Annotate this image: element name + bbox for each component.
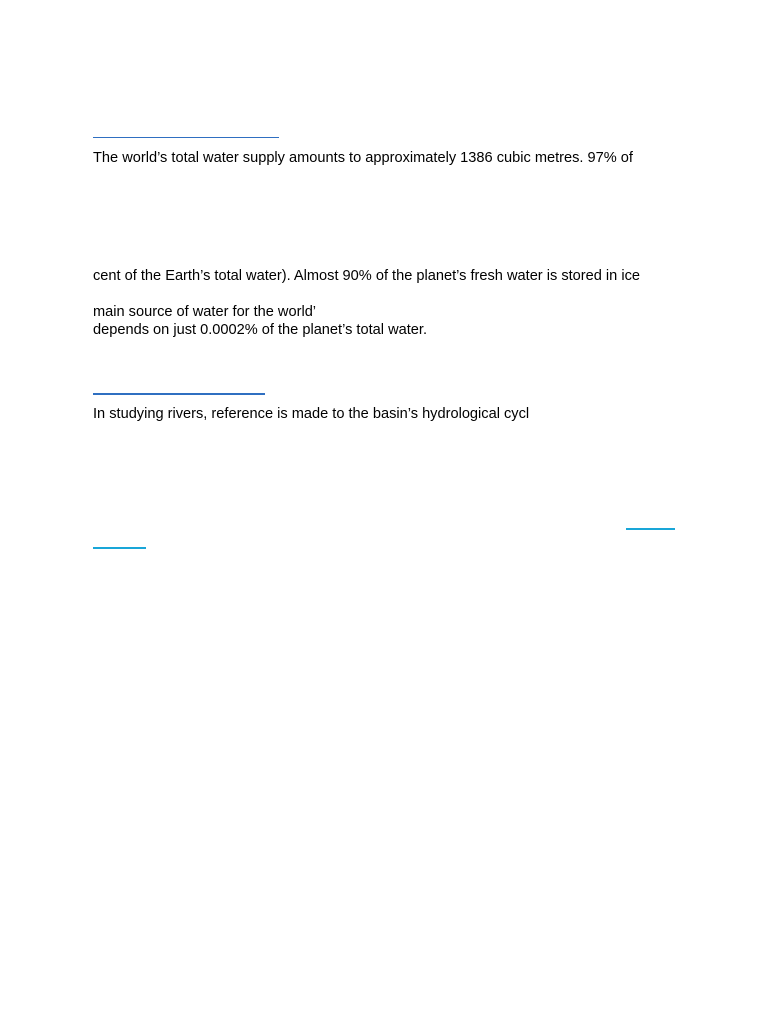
link-underline[interactable] (93, 547, 146, 549)
paragraph-line: In studying rivers, reference is made to the basin’s hydrological cycl (93, 406, 530, 422)
link-underline[interactable] (626, 528, 675, 530)
paragraph-line: depends on just 0.0002% of the planet’s total water. (93, 322, 428, 338)
section-2-heading-rule (93, 393, 265, 395)
paragraph-line: cent of the Earth’s total water). Almost 90% of the planet’s fresh water is stored in ice (93, 268, 641, 284)
section-1-heading-rule (93, 137, 279, 138)
paragraph-line: main source of water for the world’ (93, 304, 317, 320)
paragraph-line: The world’s total water supply amounts to approximately 1386 cubic metres. 97% of (93, 150, 633, 166)
